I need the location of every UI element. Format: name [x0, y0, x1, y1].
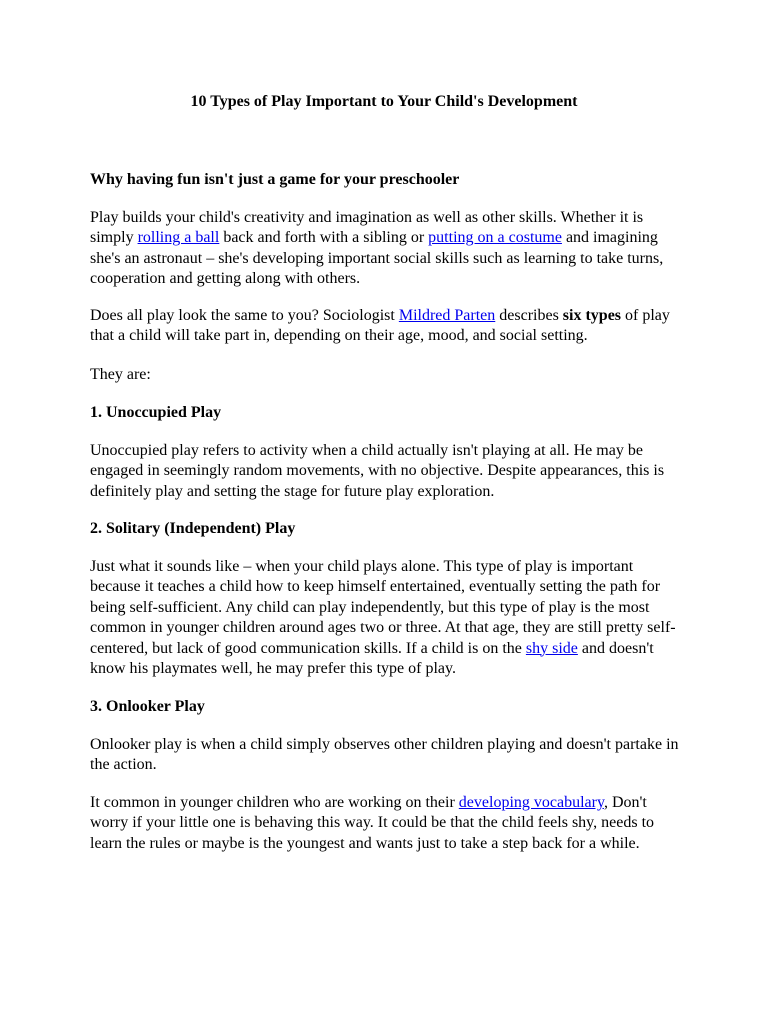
solitary-text-2: and doesn't know his playmates well, he may prefer this type of play. [90, 639, 654, 678]
subtitle: Why having fun isn't just a game for your preschooler [90, 171, 460, 188]
section-text-unoccupied: Unoccupied play refers to activity when a child actually isn't playing at all. He may be engaged in seemingly random movements, with no objective. Despite appearances, this is definitely play and setting the stage for future play exploration. [90, 442, 665, 500]
six-types-emphasis: six types [562, 307, 622, 324]
section-heading-onlooker: 3. Onlooker Play [90, 698, 205, 715]
intro-text-3: and imagining she's an astronaut – she's developing important social skills such as learning to take turns, cooperation and getting along with others. [90, 229, 664, 288]
developing-vocabulary-link[interactable]: developing vocabulary [458, 794, 604, 811]
intro-paragraph [90, 208, 682, 290]
page-title: 10 Types of Play Important to Your Child's Development [190, 93, 578, 110]
mildred-parten-link[interactable]: Mildred Parten [398, 307, 496, 324]
parten-text-3: of play that a child will take part in, depending on their age, mood, and social setting. [90, 307, 670, 345]
rolling-a-ball-link[interactable]: rolling a ball [137, 229, 220, 247]
onlooker-text-2: , Don't worry if your little one is behaving this way. It could be that the child feels shy, needs to learn the rules or maybe is the youngest and wants just to take a step back for a while. [90, 794, 655, 852]
section-text-onlooker-1: Onlooker play is when a child simply observes other children playing and doesn't partake in the action. [90, 736, 679, 774]
parten-text-2: describes [495, 307, 563, 324]
parten-paragraph [90, 306, 682, 347]
onlooker-text-1: It common in younger children who are working on their [90, 794, 459, 811]
solitary-text-1: Just what it sounds like – when your child plays alone. This type of play is important because it teaches a child how to keep himself entertained, eventually setting the path for being self-sufficient. Any child can play independently, but this type of play is the most common in younger children around ages two or three. At that age, they are still pretty self-centered, but lack of good communication skills. If a child is on the [90, 558, 676, 657]
shy-side-link[interactable]: shy side [525, 639, 578, 657]
section-heading-unoccupied: 1. Unoccupied Play [90, 404, 222, 421]
intro-text-1: Play builds your child's creativity and imagination as well as other skills. Whether it is simply [90, 209, 644, 247]
section-text-solitary [90, 557, 682, 679]
putting-on-a-costume-link[interactable]: putting on a costume [428, 229, 562, 247]
they-are-text: They are: [90, 366, 151, 383]
section-heading-solitary: 2. Solitary (Independent) Play [90, 520, 296, 537]
intro-text-2: back and forth with a sibling or [219, 229, 429, 247]
section-text-onlooker-2 [90, 793, 682, 854]
parten-text-1: Does all play look the same to you? Sociologist [90, 307, 399, 324]
